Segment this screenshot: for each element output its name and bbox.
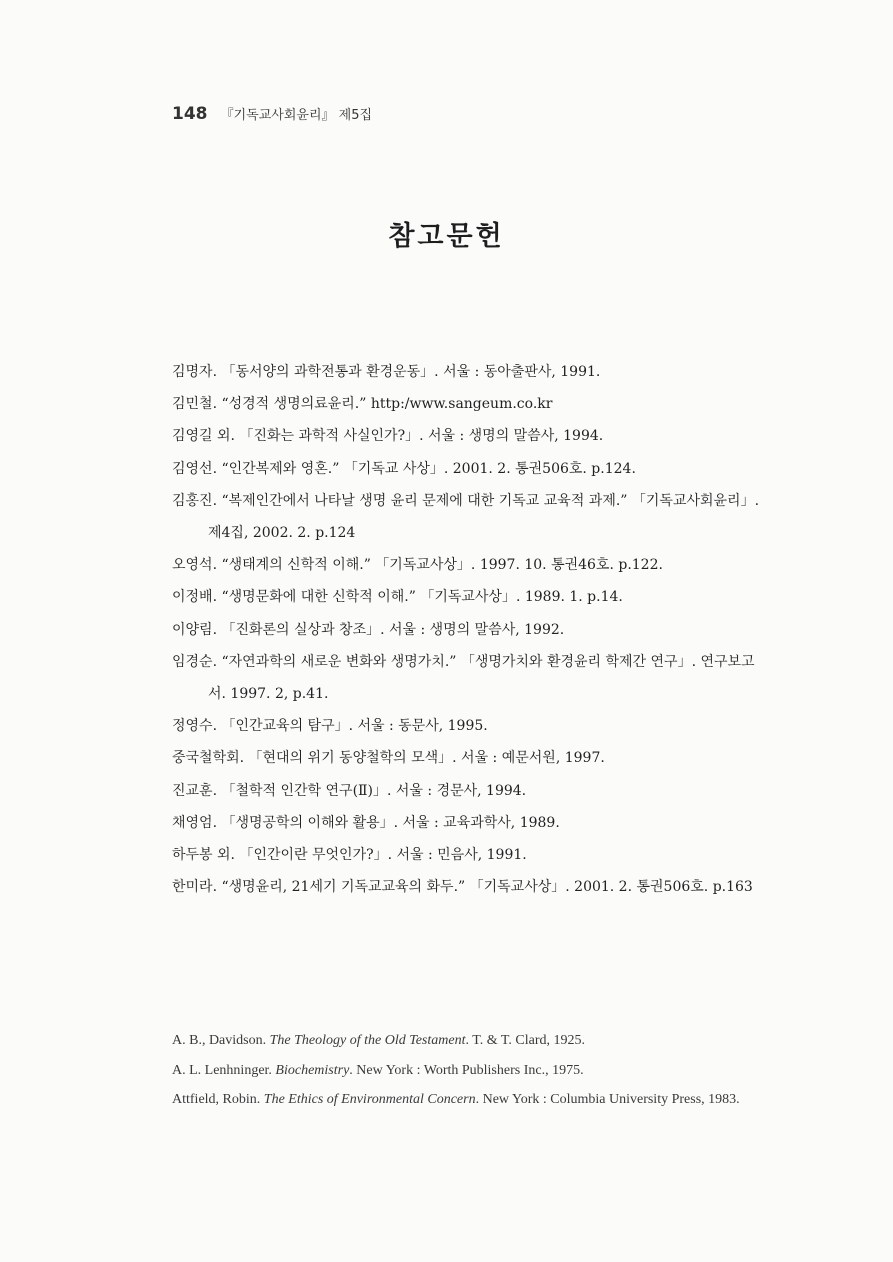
reference-entry: 중국철학회. 「현대의 위기 동양철학의 모색」. 서울 : 예문서원, 1997. [172, 750, 605, 767]
ref-author: Attfield, Robin. [172, 1092, 264, 1107]
ref-publication: . New York : Worth Publishers Inc., 1975. [349, 1062, 584, 1078]
reference-entry: 한미라. “생명윤리, 21세기 기독교교육의 화두.” 「기독교사상」. 2001. 2. 통권506호. p.163 [172, 879, 753, 896]
journal-title: 『기독교사회윤리』 제5집 [220, 108, 373, 123]
ref-title: The Ethics of Environmental Concern [263, 1092, 476, 1107]
korean-references [172, 356, 762, 903]
ref-title: The Theology of the Old Testament [269, 1033, 466, 1048]
reference-entry: 임경순. “자연과학의 새로운 변화와 생명가치.” 「생명가치와 환경윤리 학제간 연구」. 연구보고서. 1997. 2, p.41. [172, 653, 755, 703]
english-references [172, 1026, 762, 1115]
reference-entry [172, 1056, 762, 1086]
ref-publication: . New York : Columbia University Press, 1983. [475, 1092, 740, 1107]
page-title: 참고문헌 [388, 221, 505, 252]
reference-entry: 하두봉 외. 「인간이란 무엇인가?」. 서울 : 민음사, 1991. [172, 847, 527, 864]
reference-entry: 정영수. 「인간교육의 탐구」. 서울 : 동문사, 1995. [172, 718, 488, 735]
reference-entry: 오영석. “생태계의 신학적 이해.” 「기독교사상」. 1997. 10. 통권46호. p.122. [172, 557, 663, 574]
reference-entry: 진교훈. 「철학적 인간학 연구(Ⅱ)」. 서울 : 경문사, 1994. [172, 782, 527, 799]
reference-entry: 김영선. “인간복제와 영혼.” 「기독교 사상」. 2001. 2. 통권506호. p.124. [172, 460, 636, 477]
reference-entry [172, 1085, 762, 1115]
page-number: 148 [172, 104, 208, 124]
ref-title: Biochemistry [275, 1062, 350, 1078]
ref-author: A. B., Davidson. [172, 1033, 270, 1048]
reference-entry: 채영엄. 「생명공학의 이해와 활용」. 서울 : 교육과학사, 1989. [172, 814, 560, 831]
ref-author: A. L. Lenhninger. [172, 1062, 276, 1078]
reference-entry: 이정배. “생명문화에 대한 신학적 이해.” 「기독교사상」. 1989. 1. p.14. [172, 589, 623, 606]
reference-entry: 김민철. “성경적 생명의료윤리.” http:/www.sangeum.co.kr [172, 396, 553, 413]
reference-entry: 김명자. 「동서양의 과학전통과 환경운동」. 서울 : 동아출판사, 1991. [172, 364, 601, 380]
running-head [172, 104, 372, 124]
ref-publication: . T. & T. Clard, 1925. [465, 1033, 586, 1048]
reference-entry: 이양림. 「진화론의 실상과 창조」. 서울 : 생명의 말씀사, 1992. [172, 621, 565, 638]
reference-entry: 김홍진. “복제인간에서 나타날 생명 윤리 문제에 대한 기독교 교육적 과제.” 「기독교사회윤리」. 제4집, 2002. 2. p.124 [172, 492, 760, 542]
reference-entry: 김영길 외. 「진화는 과학적 사실인가?」. 서울 : 생명의 말씀사, 1994. [172, 428, 604, 445]
reference-entry [172, 1026, 762, 1056]
